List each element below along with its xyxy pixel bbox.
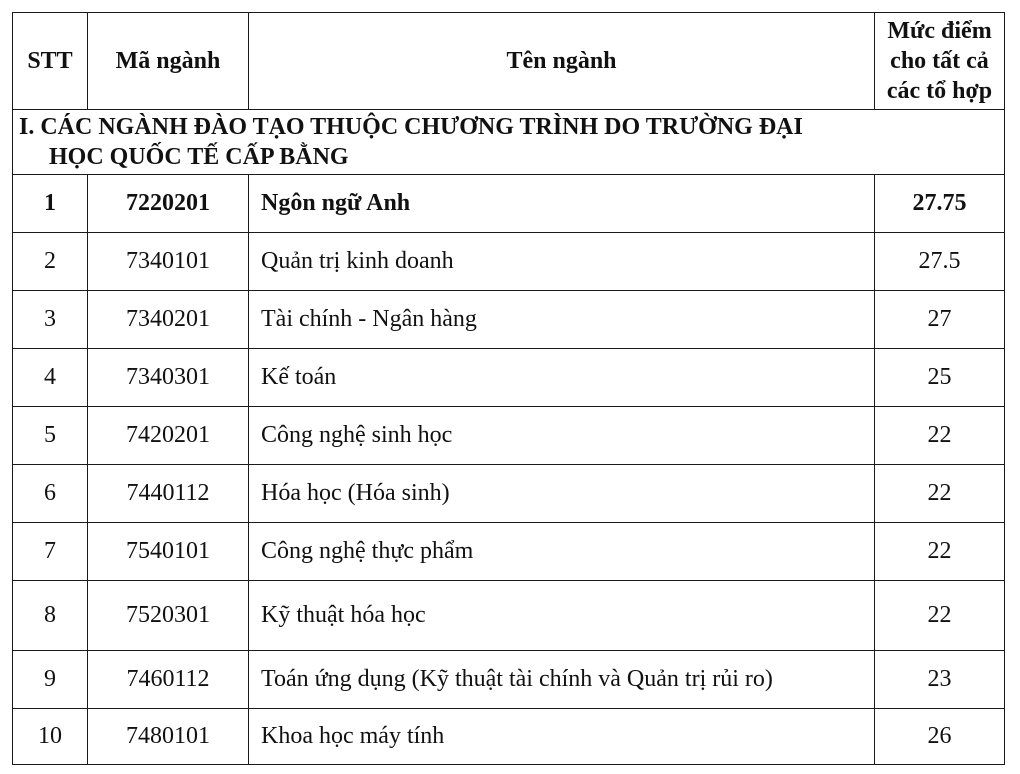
cell-stt: 3 [13,291,88,349]
cell-ten-nganh: Tài chính - Ngân hàng [249,291,875,349]
cell-stt: 10 [13,709,88,765]
table-row [13,651,1005,709]
table-row [13,465,1005,523]
header-stt: STT [13,13,88,110]
cell-ma-nganh: 7480101 [88,709,249,765]
cell-ten-nganh: Kỹ thuật hóa học [249,581,875,651]
table-row [13,581,1005,651]
cell-stt: 8 [13,581,88,651]
cell-stt: 7 [13,523,88,581]
cell-muc-diem: 22 [875,465,1005,523]
cell-muc-diem: 27 [875,291,1005,349]
table-row [13,291,1005,349]
cell-ten-nganh: Hóa học (Hóa sinh) [249,465,875,523]
cell-ma-nganh: 7520301 [88,581,249,651]
cell-ma-nganh: 7460112 [88,651,249,709]
cell-ma-nganh: 7340101 [88,233,249,291]
table-row [13,233,1005,291]
cell-muc-diem: 22 [875,407,1005,465]
cell-ten-nganh: Công nghệ thực phẩm [249,523,875,581]
table-row [13,349,1005,407]
header-ma-nganh: Mã ngành [88,13,249,110]
table-row [13,523,1005,581]
cell-ten-nganh: Khoa học máy tính [249,709,875,765]
table-row [13,407,1005,465]
cell-stt: 5 [13,407,88,465]
header-muc-diem-line2: cho tất cả [890,48,989,74]
section-title [13,110,1005,175]
cell-muc-diem: 22 [875,581,1005,651]
cell-ten-nganh: Ngôn ngữ Anh [249,175,875,233]
cell-ma-nganh: 7220201 [88,175,249,233]
cell-muc-diem: 27.75 [875,175,1005,233]
header-muc-diem-line1: Mức điểm [887,18,992,44]
section-title-line2: HỌC QUỐC TẾ CẤP BẰNG [49,144,349,170]
header-ten-nganh: Tên ngành [249,13,875,110]
cell-ma-nganh: 7420201 [88,407,249,465]
cell-muc-diem: 23 [875,651,1005,709]
cell-ten-nganh: Toán ứng dụng (Kỹ thuật tài chính và Quản trị rủi ro) [249,651,875,709]
cell-muc-diem: 26 [875,709,1005,765]
admission-score-table [12,12,1005,765]
cell-stt: 4 [13,349,88,407]
cell-stt: 2 [13,233,88,291]
header-muc-diem-line3: các tổ hợp [886,78,993,104]
cell-ma-nganh: 7540101 [88,523,249,581]
cell-stt: 6 [13,465,88,523]
cell-muc-diem: 27.5 [875,233,1005,291]
cell-muc-diem: 25 [875,349,1005,407]
cell-muc-diem: 22 [875,523,1005,581]
table-row [13,709,1005,765]
section-row [13,110,1005,175]
table-row [13,175,1005,233]
cell-ma-nganh: 7340201 [88,291,249,349]
header-muc-diem [875,13,1005,110]
section-title-line1: I. CÁC NGÀNH ĐÀO TẠO THUỘC CHƯƠNG TRÌNH DO TRƯỜNG ĐẠI [19,114,803,140]
cell-ten-nganh: Kế toán [249,349,875,407]
cell-ma-nganh: 7340301 [88,349,249,407]
cell-ten-nganh: Công nghệ sinh học [249,407,875,465]
table-header-row [13,13,1005,110]
cell-ma-nganh: 7440112 [88,465,249,523]
cell-ten-nganh: Quản trị kinh doanh [249,233,875,291]
cell-stt: 1 [13,175,88,233]
cell-stt: 9 [13,651,88,709]
